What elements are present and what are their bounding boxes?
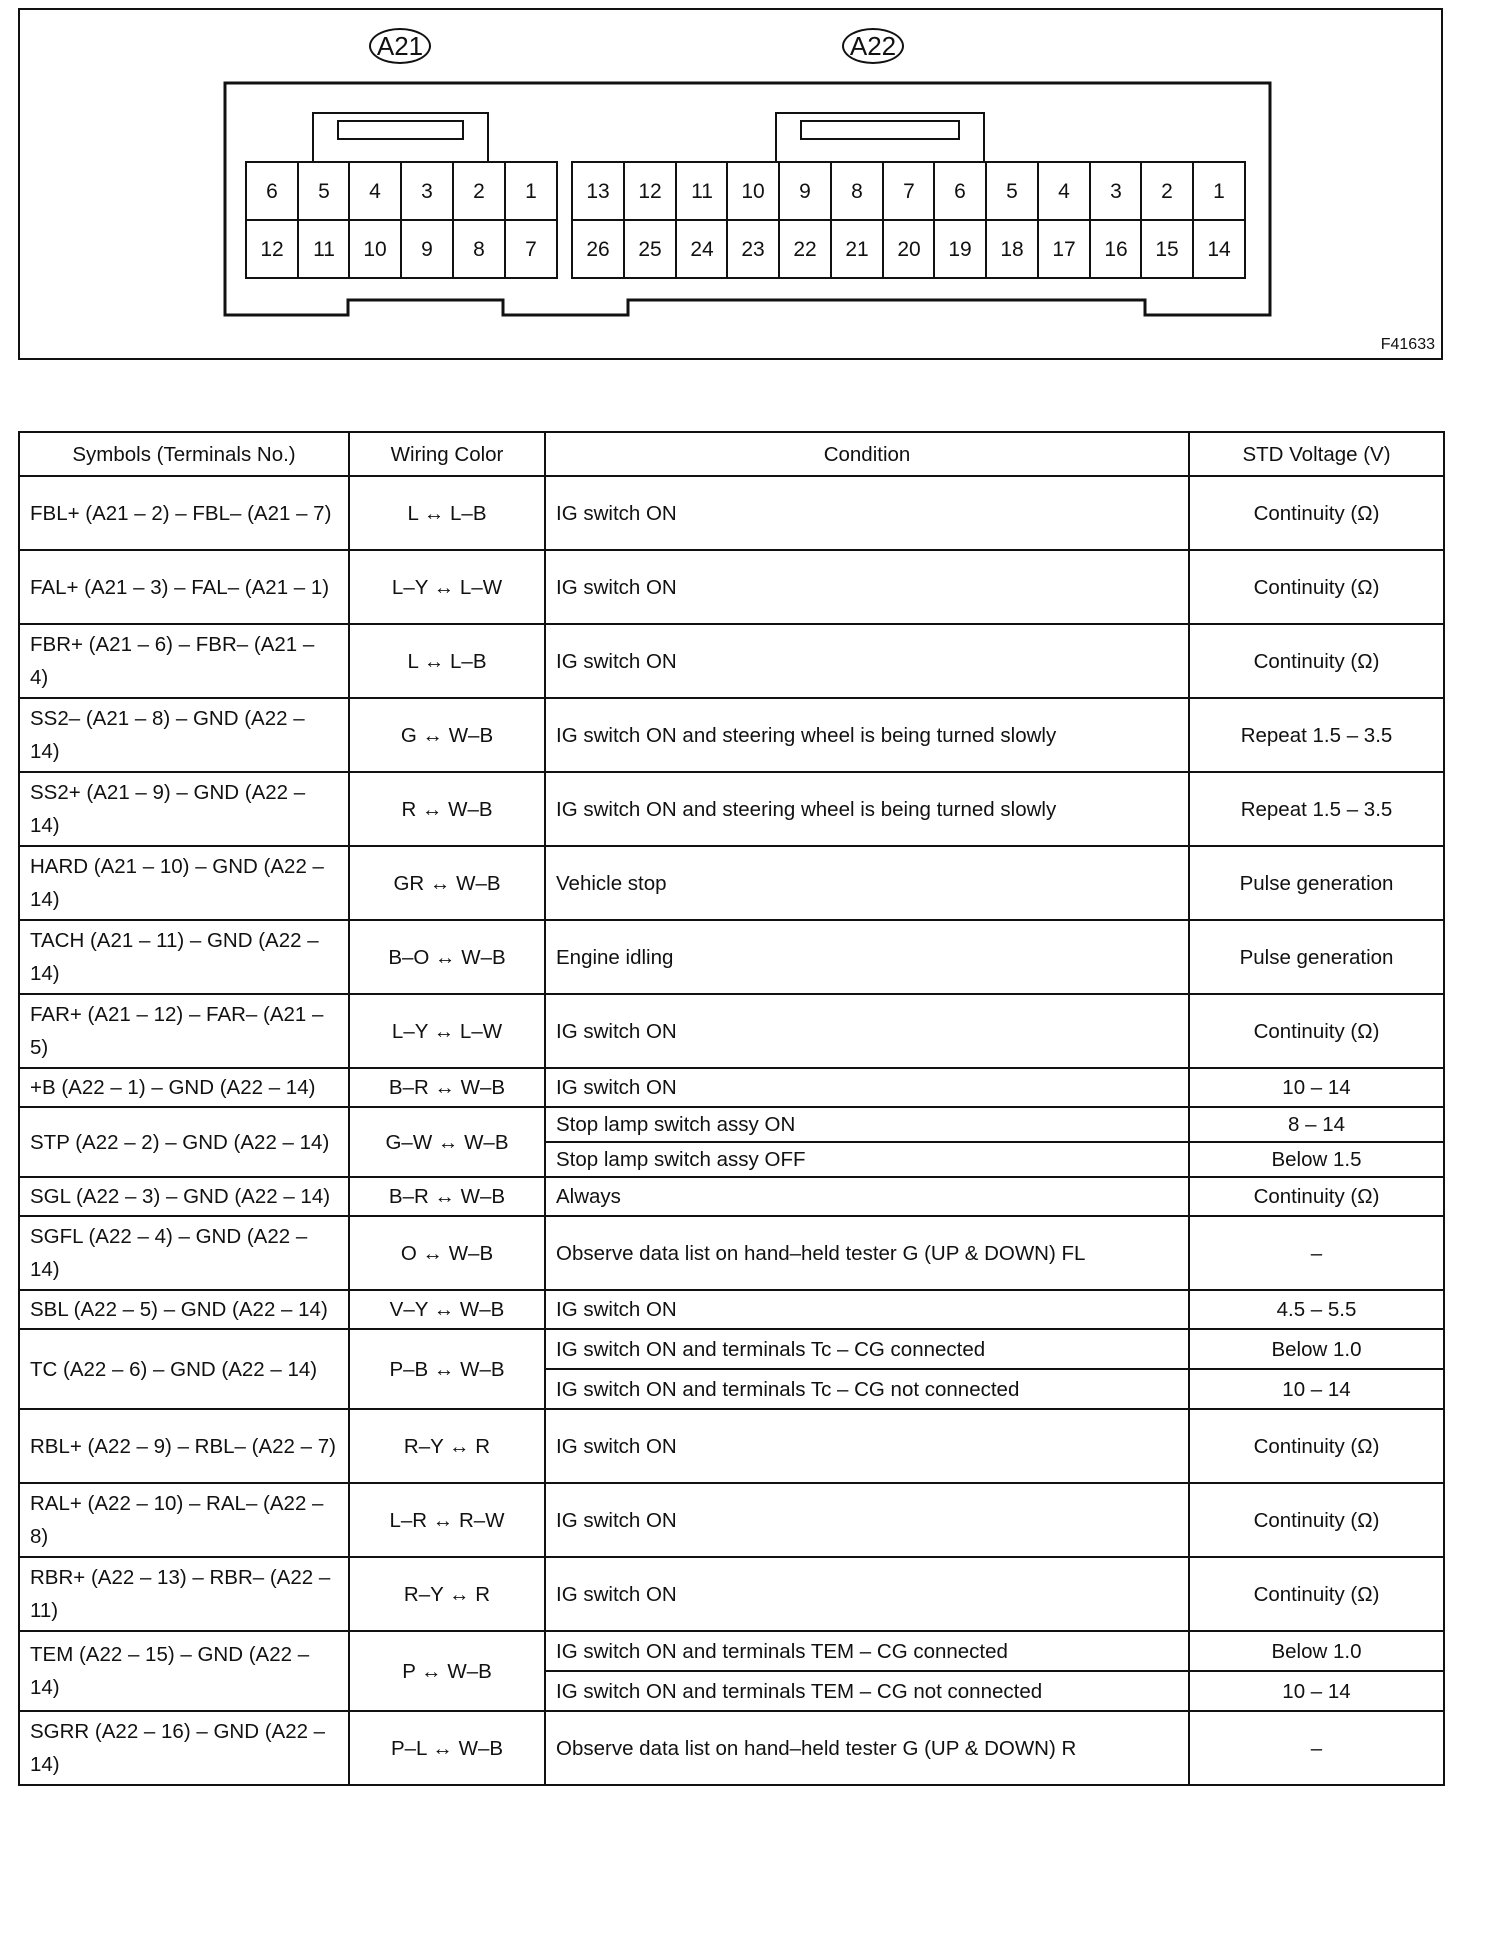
cell-wiring-color: L–Y ↔ L–W [349,994,545,1068]
figure-code: F41633 [1380,336,1435,353]
cell-wiring-color: GR ↔ W–B [349,846,545,920]
table-row [19,550,1444,624]
cell-symbol: TACH (A21 – 11) – GND (A22 – 14) [19,920,349,994]
table-body [19,476,1444,1785]
cell-symbol: SGL (A22 – 3) – GND (A22 – 14) [19,1177,349,1216]
pin-a22: 7 [903,180,915,203]
table-row [19,772,1444,846]
cell-condition: IG switch ON and terminals TEM – CG not connected [545,1671,1189,1711]
cell-symbol: FAR+ (A21 – 12) – FAR– (A21 – 5) [19,994,349,1068]
cell-condition: Stop lamp switch assy OFF [545,1142,1189,1177]
cell-symbol: SS2– (A21 – 8) – GND (A22 – 14) [19,698,349,772]
cell-symbol: SGRR (A22 – 16) – GND (A22 – 14) [19,1711,349,1785]
pin-a21: 9 [421,238,433,261]
connector-figure [18,8,1443,360]
cell-symbol: STP (A22 – 2) – GND (A22 – 14) [19,1107,349,1177]
cell-wiring-color: G–W ↔ W–B [349,1107,545,1177]
pin-a21: 7 [525,238,537,261]
pin-a21: 6 [266,180,278,203]
pin-a22: 12 [638,180,662,203]
cell-symbol: FBR+ (A21 – 6) – FBR– (A21 – 4) [19,624,349,698]
cell-condition: Observe data list on hand–held tester G (UP & DOWN) R [545,1711,1189,1785]
pin-a22: 25 [638,238,662,261]
table-row [19,1177,1444,1216]
cell-std-voltage: Pulse generation [1189,920,1444,994]
pin-a22: 15 [1155,238,1179,261]
pin-a22: 14 [1207,238,1231,261]
cell-condition: Stop lamp switch assy ON [545,1107,1189,1142]
cell-condition: IG switch ON [545,1557,1189,1631]
pin-a22: 23 [741,238,765,261]
pin-a21: 3 [421,180,433,203]
connector-a21-label: A21 [369,28,431,64]
cell-std-voltage: 8 – 14 [1189,1107,1444,1142]
cell-symbol: SS2+ (A21 – 9) – GND (A22 – 14) [19,772,349,846]
table-row [19,1557,1444,1631]
terminal-spec-table [18,431,1445,1786]
cell-std-voltage: Continuity (Ω) [1189,624,1444,698]
cell-symbol: TEM (A22 – 15) – GND (A22 – 14) [19,1631,349,1711]
table-row [19,1216,1444,1290]
cell-condition: IG switch ON and steering wheel is being turned slowly [545,772,1189,846]
cell-wiring-color: G ↔ W–B [349,698,545,772]
cell-std-voltage: 10 – 14 [1189,1068,1444,1107]
pin-a22: 26 [586,238,610,261]
cell-std-voltage: Repeat 1.5 – 3.5 [1189,772,1444,846]
table-row [19,994,1444,1068]
cell-std-voltage: 10 – 14 [1189,1369,1444,1409]
table-row [19,1409,1444,1483]
cell-wiring-color: L ↔ L–B [349,624,545,698]
cell-std-voltage: 10 – 14 [1189,1671,1444,1711]
cell-std-voltage: Continuity (Ω) [1189,550,1444,624]
cell-symbol: SGFL (A22 – 4) – GND (A22 – 14) [19,1216,349,1290]
pin-a21: 10 [363,238,387,261]
cell-condition: IG switch ON and terminals Tc – CG connected [545,1329,1189,1369]
table-row [19,1329,1444,1369]
cell-symbol: +B (A22 – 1) – GND (A22 – 14) [19,1068,349,1107]
pin-a22: 21 [845,238,869,261]
cell-wiring-color: B–O ↔ W–B [349,920,545,994]
table-header-row [19,432,1444,476]
pin-a22: 20 [897,238,921,261]
cell-wiring-color: B–R ↔ W–B [349,1068,545,1107]
header-wiring-color: Wiring Color [349,432,545,476]
cell-wiring-color: V–Y ↔ W–B [349,1290,545,1329]
cell-condition: IG switch ON [545,624,1189,698]
pin-a22: 6 [954,180,966,203]
pin-a22: 16 [1104,238,1128,261]
cell-symbol: HARD (A21 – 10) – GND (A22 – 14) [19,846,349,920]
cell-condition: Vehicle stop [545,846,1189,920]
cell-condition: IG switch ON [545,550,1189,624]
cell-symbol: SBL (A22 – 5) – GND (A22 – 14) [19,1290,349,1329]
cell-std-voltage: Pulse generation [1189,846,1444,920]
table-row [19,1631,1444,1671]
cell-wiring-color: B–R ↔ W–B [349,1177,545,1216]
table-row [19,1290,1444,1329]
cell-wiring-color: P–L ↔ W–B [349,1711,545,1785]
cell-condition: Engine idling [545,920,1189,994]
cell-std-voltage: Below 1.0 [1189,1329,1444,1369]
table-row [19,698,1444,772]
cell-wiring-color: L–R ↔ R–W [349,1483,545,1557]
pin-a21: 11 [313,238,335,261]
cell-condition: IG switch ON [545,994,1189,1068]
pin-a22: 5 [1006,180,1018,203]
cell-condition: IG switch ON [545,1068,1189,1107]
pin-a22: 11 [691,180,713,203]
table-row [19,920,1444,994]
cell-symbol: RAL+ (A22 – 10) – RAL– (A22 – 8) [19,1483,349,1557]
cell-wiring-color: O ↔ W–B [349,1216,545,1290]
pin-a22: 19 [948,238,972,261]
table-row [19,1711,1444,1785]
cell-wiring-color: P–B ↔ W–B [349,1329,545,1409]
cell-symbol: FAL+ (A21 – 3) – FAL– (A21 – 1) [19,550,349,624]
cell-std-voltage: Continuity (Ω) [1189,1483,1444,1557]
connector-a22-label: A22 [842,28,904,64]
cell-std-voltage: Below 1.5 [1189,1142,1444,1177]
table-row [19,846,1444,920]
cell-condition: IG switch ON and terminals TEM – CG connected [545,1631,1189,1671]
pin-a22: 4 [1058,180,1070,203]
pin-a21: 4 [369,180,381,203]
cell-wiring-color: P ↔ W–B [349,1631,545,1711]
cell-condition: IG switch ON and terminals Tc – CG not connected [545,1369,1189,1409]
pin-a22: 22 [793,238,817,261]
cell-std-voltage: Repeat 1.5 – 3.5 [1189,698,1444,772]
cell-symbol: FBL+ (A21 – 2) – FBL– (A21 – 7) [19,476,349,550]
cell-std-voltage: – [1189,1711,1444,1785]
pin-a22: 2 [1161,180,1173,203]
cell-std-voltage: Continuity (Ω) [1189,1557,1444,1631]
cell-symbol: RBL+ (A22 – 9) – RBL– (A22 – 7) [19,1409,349,1483]
cell-condition: IG switch ON [545,1409,1189,1483]
cell-condition: Always [545,1177,1189,1216]
pin-a22: 3 [1110,180,1122,203]
pin-a22: 13 [586,180,610,203]
cell-condition: Observe data list on hand–held tester G (UP & DOWN) FL [545,1216,1189,1290]
header-symbol: Symbols (Terminals No.) [19,432,349,476]
cell-wiring-color: L–Y ↔ L–W [349,550,545,624]
cell-std-voltage: Continuity (Ω) [1189,1409,1444,1483]
cell-wiring-color: R–Y ↔ R [349,1557,545,1631]
pin-a22: 1 [1213,180,1225,203]
cell-std-voltage: Continuity (Ω) [1189,1177,1444,1216]
cell-wiring-color: L ↔ L–B [349,476,545,550]
cell-std-voltage: 4.5 – 5.5 [1189,1290,1444,1329]
cell-std-voltage: Below 1.0 [1189,1631,1444,1671]
table-row [19,476,1444,550]
pin-a21: 5 [318,180,330,203]
table-row [19,1483,1444,1557]
cell-symbol: RBR+ (A22 – 13) – RBR– (A22 – 11) [19,1557,349,1631]
cell-condition: IG switch ON [545,1483,1189,1557]
cell-symbol: TC (A22 – 6) – GND (A22 – 14) [19,1329,349,1409]
pin-a22: 8 [851,180,863,203]
pin-a22: 24 [690,238,714,261]
pin-a21: 2 [473,180,485,203]
pin-a21: 8 [473,238,485,261]
cell-std-voltage: Continuity (Ω) [1189,476,1444,550]
table-row [19,624,1444,698]
pin-a21: 1 [525,180,537,203]
header-condition: Condition [545,432,1189,476]
cell-condition: IG switch ON [545,1290,1189,1329]
header-std-voltage: STD Voltage (V) [1189,432,1444,476]
pin-a21: 12 [260,238,284,261]
cell-wiring-color: R ↔ W–B [349,772,545,846]
cell-wiring-color: R–Y ↔ R [349,1409,545,1483]
cell-std-voltage: Continuity (Ω) [1189,994,1444,1068]
cell-condition: IG switch ON [545,476,1189,550]
cell-std-voltage: – [1189,1216,1444,1290]
pin-a22: 17 [1052,238,1076,261]
pin-a22: 10 [741,180,765,203]
pin-a22: 18 [1000,238,1024,261]
table-row [19,1068,1444,1107]
table-row [19,1107,1444,1142]
cell-condition: IG switch ON and steering wheel is being turned slowly [545,698,1189,772]
pin-a22: 9 [799,180,811,203]
